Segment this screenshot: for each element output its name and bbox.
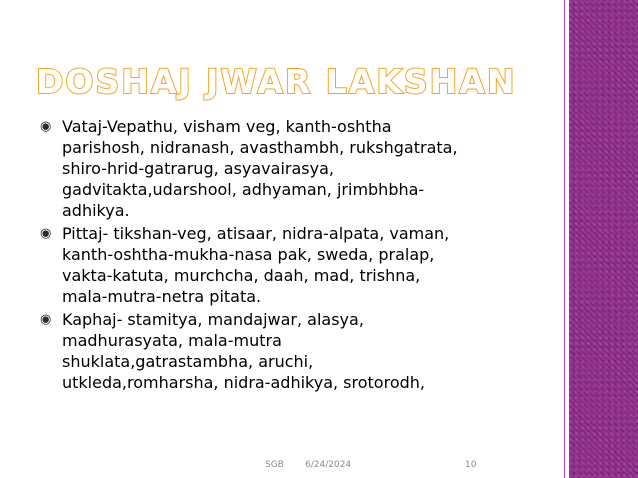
bullet-list bbox=[40, 116, 560, 395]
bullet-line: parishosh, nidranash, avasthambh, rukshgatrata, bbox=[62, 138, 458, 157]
bullet-line: utkleda,romharsha, nidra-adhikya, srotorodh, bbox=[62, 373, 425, 392]
footer-page-number: 10 bbox=[465, 460, 477, 470]
radio-bullet-icon: ◉ bbox=[40, 312, 52, 327]
bullet-text bbox=[62, 309, 560, 393]
decorative-side-band bbox=[569, 0, 638, 478]
bullet-item-pittaj bbox=[40, 223, 560, 307]
bullet-line: Vataj-Vepathu, visham veg, kanth-oshtha bbox=[62, 117, 392, 136]
slide-title: DOSHAJ JWAR LAKSHAN bbox=[36, 62, 517, 101]
bullet-item-vataj bbox=[40, 116, 560, 221]
footer-date: 6/24/2024 bbox=[305, 460, 352, 470]
bullet-line: adhikya. bbox=[62, 201, 130, 220]
bullet-line: shuklata,gatrastambha, aruchi, bbox=[62, 352, 314, 371]
bullet-line: mala-mutra-netra pitata. bbox=[62, 287, 262, 306]
radio-bullet-icon: ◉ bbox=[40, 226, 52, 241]
bullet-line: gadvitakta,udarshool, adhyaman, jrimbhbha- bbox=[62, 180, 425, 199]
radio-bullet-icon: ◉ bbox=[40, 119, 52, 134]
bullet-line: madhurasyata, mala-mutra bbox=[62, 331, 282, 350]
bullet-line: vakta-katuta, murchcha, daah, mad, trishna, bbox=[62, 266, 421, 285]
bullet-line: kanth-oshtha-mukha-nasa pak, sweda, pralap, bbox=[62, 245, 435, 264]
bullet-item-kaphaj bbox=[40, 309, 560, 393]
bullet-line: shiro-hrid-gatrarug, asyavairasya, bbox=[62, 159, 334, 178]
bullet-line: Kaphaj- stamitya, mandajwar, alasya, bbox=[62, 310, 364, 329]
side-band-edge bbox=[564, 0, 565, 478]
footer-author: SGB bbox=[265, 460, 284, 470]
bullet-text bbox=[62, 223, 560, 307]
bullet-line: Pittaj- tikshan-veg, atisaar, nidra-alpata, vaman, bbox=[62, 224, 450, 243]
bullet-text bbox=[62, 116, 560, 221]
